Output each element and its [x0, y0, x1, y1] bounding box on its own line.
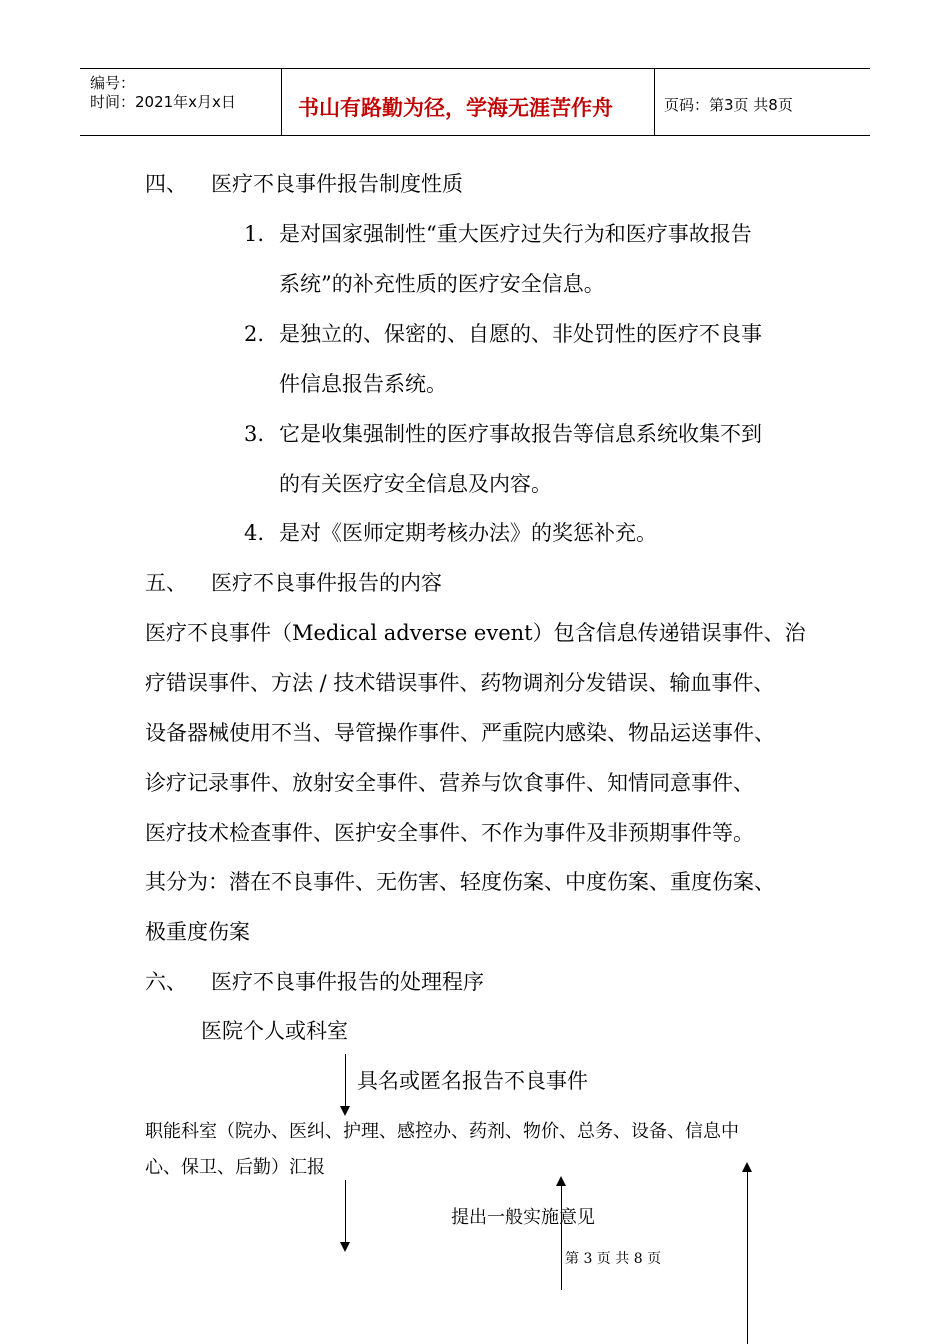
flow-edge-label: 具名或匿名报告不良事件 — [357, 1069, 588, 1093]
arrow-down-icon — [340, 1106, 350, 1116]
flow-arrow-shaft — [345, 1054, 346, 1106]
paragraph-line: 诊疗记录事件、放射安全事件、营养与饮食事件、知情同意事件、 — [145, 771, 754, 795]
document-number-label: 编号： — [90, 74, 136, 92]
header-page-info: 页码：第3页 共8页 — [664, 96, 793, 114]
header-top-rule — [80, 68, 870, 69]
section-4-number: 四、 — [145, 172, 187, 196]
section-6-title: 医疗不良事件报告的处理程序 — [211, 970, 484, 994]
list-item-text: 是对国家强制性“重大医疗过失行为和医疗事故报告 — [279, 222, 752, 246]
list-item-text: 件信息报告系统。 — [279, 372, 447, 396]
flow-node-departments: 心、保卫、后勤）汇报 — [145, 1157, 325, 1178]
flow-arrow-shaft — [561, 1186, 562, 1290]
list-item-text: 的有关医疗安全信息及内容。 — [279, 472, 552, 496]
list-item-number: 3. — [244, 422, 265, 446]
header-divider-left — [281, 68, 282, 136]
flow-edge-label: 提出一般实施意见 — [451, 1207, 595, 1228]
paragraph-line: 其分为：潜在不良事件、无伤害、轻度伤案、中度伤案、重度伤案、 — [145, 870, 775, 894]
section-6-number: 六、 — [145, 970, 187, 994]
header-divider-right — [654, 68, 655, 136]
section-5-title: 医疗不良事件报告的内容 — [211, 571, 442, 595]
list-item-number: 2. — [244, 322, 265, 346]
document-date: 时间：2021年x月x日 — [90, 93, 236, 111]
arrow-up-icon — [742, 1162, 752, 1172]
section-4-title: 医疗不良事件报告制度性质 — [211, 172, 463, 196]
list-item-text: 是独立的、保密的、自愿的、非处罚性的医疗不良事 — [279, 322, 762, 346]
paragraph-line: 极重度伤案 — [145, 920, 250, 944]
paragraph-line: 设备器械使用不当、导管操作事件、严重院内感染、物品运送事件、 — [145, 721, 775, 745]
arrow-down-icon — [340, 1242, 350, 1252]
flow-node-reporter: 医院个人或科室 — [201, 1019, 348, 1043]
flow-node-departments: 职能科室（院办、医纠、护理、感控办、药剂、物价、总务、设备、信息中 — [145, 1121, 739, 1142]
flow-arrow-shaft — [747, 1172, 748, 1344]
flow-arrow-shaft — [345, 1180, 346, 1242]
section-5-number: 五、 — [145, 571, 187, 595]
list-item-text: 是对《医师定期考核办法》的奖惩补充。 — [279, 521, 657, 545]
list-item-text: 它是收集强制性的医疗事故报告等信息系统收集不到 — [279, 422, 762, 446]
arrow-up-icon — [556, 1176, 566, 1186]
paragraph-line: 疗错误事件、方法 / 技术错误事件、药物调剂分发错误、输血事件、 — [145, 671, 775, 695]
paragraph-line: 医疗不良事件（Medical adverse event）包含信息传递错误事件、治 — [145, 621, 806, 645]
list-item-number: 4. — [244, 521, 265, 545]
page-footer: 第 3 页 共 8 页 — [565, 1251, 662, 1267]
paragraph-line: 医疗技术检查事件、医护安全事件、不作为事件及非预期事件等。 — [145, 821, 754, 845]
header-bottom-rule — [80, 135, 870, 136]
list-item-text: 系统”的补充性质的医疗安全信息。 — [279, 272, 605, 296]
list-item-number: 1. — [244, 222, 265, 246]
header-motto: 书山有路勤为径，学海无涯苦作舟 — [298, 96, 613, 120]
